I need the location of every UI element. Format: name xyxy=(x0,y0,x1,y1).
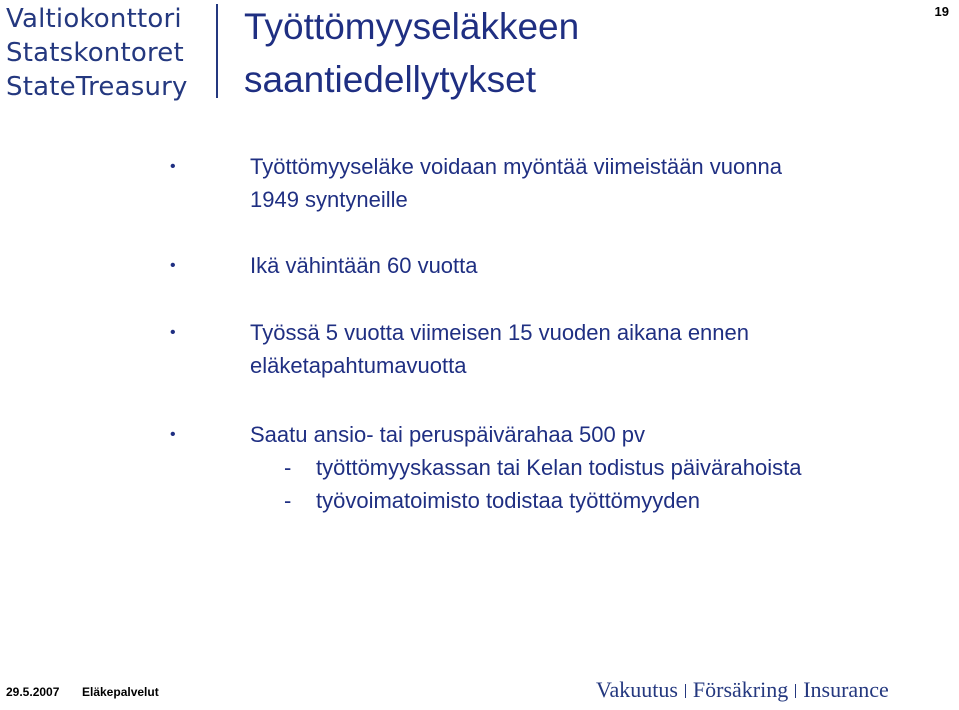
sub-item-text: työvoimatoimisto todistaa työttömyyden xyxy=(316,488,700,513)
sub-item-text: työttömyyskassan tai Kelan todistus päivärahoista xyxy=(316,455,802,480)
sub-item-dash: - xyxy=(284,488,292,513)
logo-line-finnish: Valtiokonttori xyxy=(6,4,182,34)
logo-divider xyxy=(216,4,218,98)
footer-brand-separator xyxy=(795,684,796,698)
bullet-text xyxy=(250,249,930,282)
sub-list-item xyxy=(250,451,930,484)
bullet-line: Työssä 5 vuotta viimeisen 15 vuoden aikana ennen xyxy=(250,320,749,345)
logo-line-english: StateTreasury xyxy=(6,72,188,102)
bullet-text xyxy=(250,418,930,517)
state-treasury-logo xyxy=(6,2,206,104)
footer-date: 29.5.2007 xyxy=(6,685,60,699)
sub-item-dash: - xyxy=(284,455,292,480)
bullet-dot-icon: • xyxy=(170,426,176,443)
bullet-line: Saatu ansio- tai peruspäivärahaa 500 pv xyxy=(250,422,646,447)
footer-brand-swedish: Försäkring xyxy=(692,677,789,702)
footer-unit: Eläkepalvelut xyxy=(82,685,159,699)
slide-title-line-2: saantiedellytykset xyxy=(244,59,537,100)
footer-brand xyxy=(596,677,889,703)
slide-title xyxy=(244,0,884,106)
bullet-text xyxy=(250,150,930,216)
bullet-dot-icon: • xyxy=(170,158,176,175)
sub-list-item xyxy=(250,484,930,517)
logo-line-swedish: Statskontoret xyxy=(6,38,184,68)
footer-brand-english: Insurance xyxy=(803,677,889,702)
bullet-line: Työttömyyseläke voidaan myöntää viimeistään vuonna xyxy=(250,154,782,179)
bullet-dot-icon: • xyxy=(170,257,176,274)
bullet-line: eläketapahtumavuotta xyxy=(250,353,467,378)
bullet-text xyxy=(250,316,930,382)
footer-brand-finnish: Vakuutus xyxy=(596,677,678,702)
bullet-line: Ikä vähintään 60 vuotta xyxy=(250,253,478,278)
bullet-line: 1949 syntyneille xyxy=(250,187,408,212)
bullet-dot-icon: • xyxy=(170,324,176,341)
page-number: 19 xyxy=(934,4,949,19)
footer-brand-separator xyxy=(685,684,686,698)
slide-title-line-1: Työttömyyseläkkeen xyxy=(244,6,580,47)
